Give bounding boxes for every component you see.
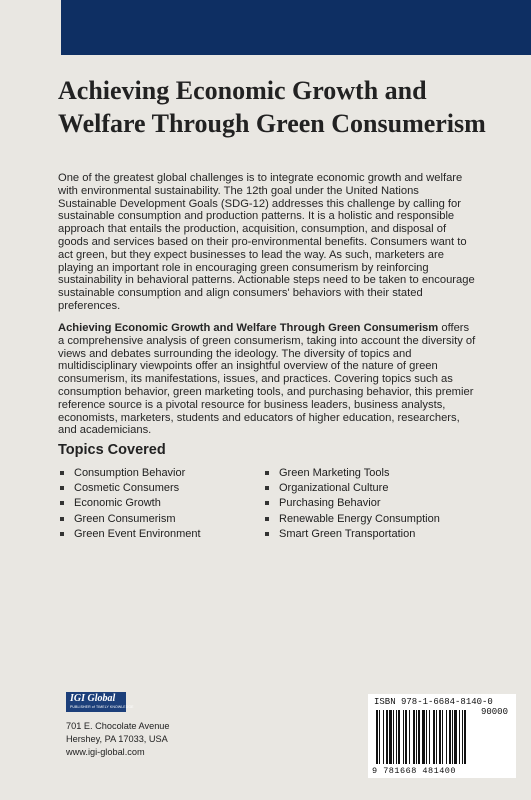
barcode-bar: [442, 710, 443, 764]
barcode-bar: [426, 710, 427, 764]
barcode-bar: [376, 710, 378, 764]
topic-item: [265, 527, 440, 542]
address-line-2: Hershey, PA 17033, USA: [66, 734, 168, 744]
top-color-band: [61, 0, 531, 55]
topic-label: Renewable Energy Consumption: [279, 512, 440, 525]
bullet-icon: [265, 486, 269, 490]
topic-label: Green Marketing Tools: [279, 467, 390, 479]
publisher-address: [66, 720, 170, 759]
barcode-bar: [433, 710, 435, 764]
barcode-bar: [386, 710, 388, 764]
barcode-bar: [464, 710, 466, 764]
topic-item: [265, 512, 440, 527]
barcode-bar: [446, 710, 447, 764]
isbn-label: ISBN 978-1-6684-8140-0: [374, 697, 493, 707]
barcode-bar: [396, 710, 397, 764]
barcode-bar: [436, 710, 437, 764]
barcode-number: 9 781668 481400: [372, 766, 457, 776]
barcode-bar: [405, 710, 407, 764]
barcode-bar: [393, 710, 394, 764]
topic-label: Cosmetic Consumers: [74, 482, 180, 495]
description-book-title: Achieving Economic Growth and Welfare Through Green Consumerism: [58, 322, 439, 334]
bullet-icon: [60, 486, 64, 490]
book-title: Achieving Economic Growth and Welfare Through Green Consumerism: [58, 76, 486, 138]
topics-list-left: [60, 466, 201, 542]
topic-item: [60, 527, 201, 542]
topic-label: Green Event Environment: [74, 527, 201, 540]
barcode-bar: [439, 710, 441, 764]
logo-tagline: PUBLISHER of TIMELY KNOWLEDGE: [70, 705, 134, 709]
bullet-icon: [265, 471, 269, 475]
barcode-bar: [462, 710, 463, 764]
topic-label: Consumption Behavior: [74, 467, 186, 479]
description-paragraph: [58, 322, 478, 437]
barcode-bar: [416, 710, 417, 764]
barcode-bar: [379, 710, 380, 764]
barcode-bar: [429, 710, 430, 764]
barcode-bar: [459, 710, 460, 764]
publisher-logo: [66, 692, 134, 712]
barcode-bar: [409, 710, 410, 764]
isbn-barcode: [368, 694, 516, 778]
topic-label: Purchasing Behavior: [279, 497, 381, 510]
barcode-bar: [449, 710, 451, 764]
bullet-icon: [60, 471, 64, 475]
barcode-bar: [418, 710, 420, 764]
address-line-1: 701 E. Chocolate Avenue: [66, 721, 170, 731]
barcode-bars-icon: [374, 710, 510, 766]
topic-label: Organizational Culture: [279, 482, 389, 495]
bullet-icon: [265, 501, 269, 505]
price-code: 90000: [480, 707, 508, 717]
topic-item: [265, 496, 440, 511]
topic-label: Green Consumerism: [74, 512, 176, 525]
barcode-bar: [398, 710, 400, 764]
barcode-bar: [383, 710, 384, 764]
bullet-icon: [60, 517, 64, 521]
publisher-website: www.igi-global.com: [66, 747, 145, 757]
topics-list-right: [265, 466, 440, 542]
bullet-icon: [60, 501, 64, 505]
topic-item: [60, 496, 201, 511]
topic-item: [265, 466, 440, 481]
topics-heading: Topics Covered: [58, 442, 166, 458]
topic-item: [265, 481, 440, 496]
bullet-icon: [60, 532, 64, 536]
barcode-bar: [452, 710, 453, 764]
barcode-bar: [454, 710, 457, 764]
topic-label: Smart Green Transportation: [279, 527, 416, 540]
intro-paragraph: One of the greatest global challenges is to integrate economic growth and welfare with environmental sustainability. The 12th goal under the United Nations Sustainable Development Goals (SDG-12) addresses this challenge by calling for sustainable consumption and production patterns. It is a holistic and responsible approach that entails the production, acquisition, consumption, and disposal of goods and services based on their pro-environmental benefits. Consumers want to act green, but they expect businesses to lead the way. As such, marketers are playing an important role in encouraging green consumerism by reinforcing sustainability in behavioral patterns. Actionable steps need to be taken to encourage sustainable consumption and align consumers' behaviors with their stated preferences.: [58, 172, 475, 312]
barcode-bar: [422, 710, 425, 764]
bullet-icon: [265, 517, 269, 521]
topic-label: Economic Growth: [74, 497, 161, 510]
bullet-icon: [265, 532, 269, 536]
topic-item: [60, 512, 201, 527]
barcode-bar: [403, 710, 404, 764]
barcode-bar: [413, 710, 415, 764]
logo-name: IGI Global: [70, 693, 116, 704]
barcode-bar: [389, 710, 392, 764]
topic-item: [60, 481, 201, 496]
topic-item: [60, 466, 201, 481]
description-text: offers a comprehensive analysis of green consumerism, taking into account the diversity of views and debates surrounding the ideology. The diversity of topics and multidisciplinary viewpoints offer an insightful overview of the nature of green consumerism, its manifestations, issues, and practices. Covering topics such as consumption behavior, green marketing tools, and purchasing behavior, this premier reference source is a pivotal resource for business leaders, business analysts, economists, marketers, students and educators of higher education, researchers, and academicians.: [58, 322, 476, 437]
